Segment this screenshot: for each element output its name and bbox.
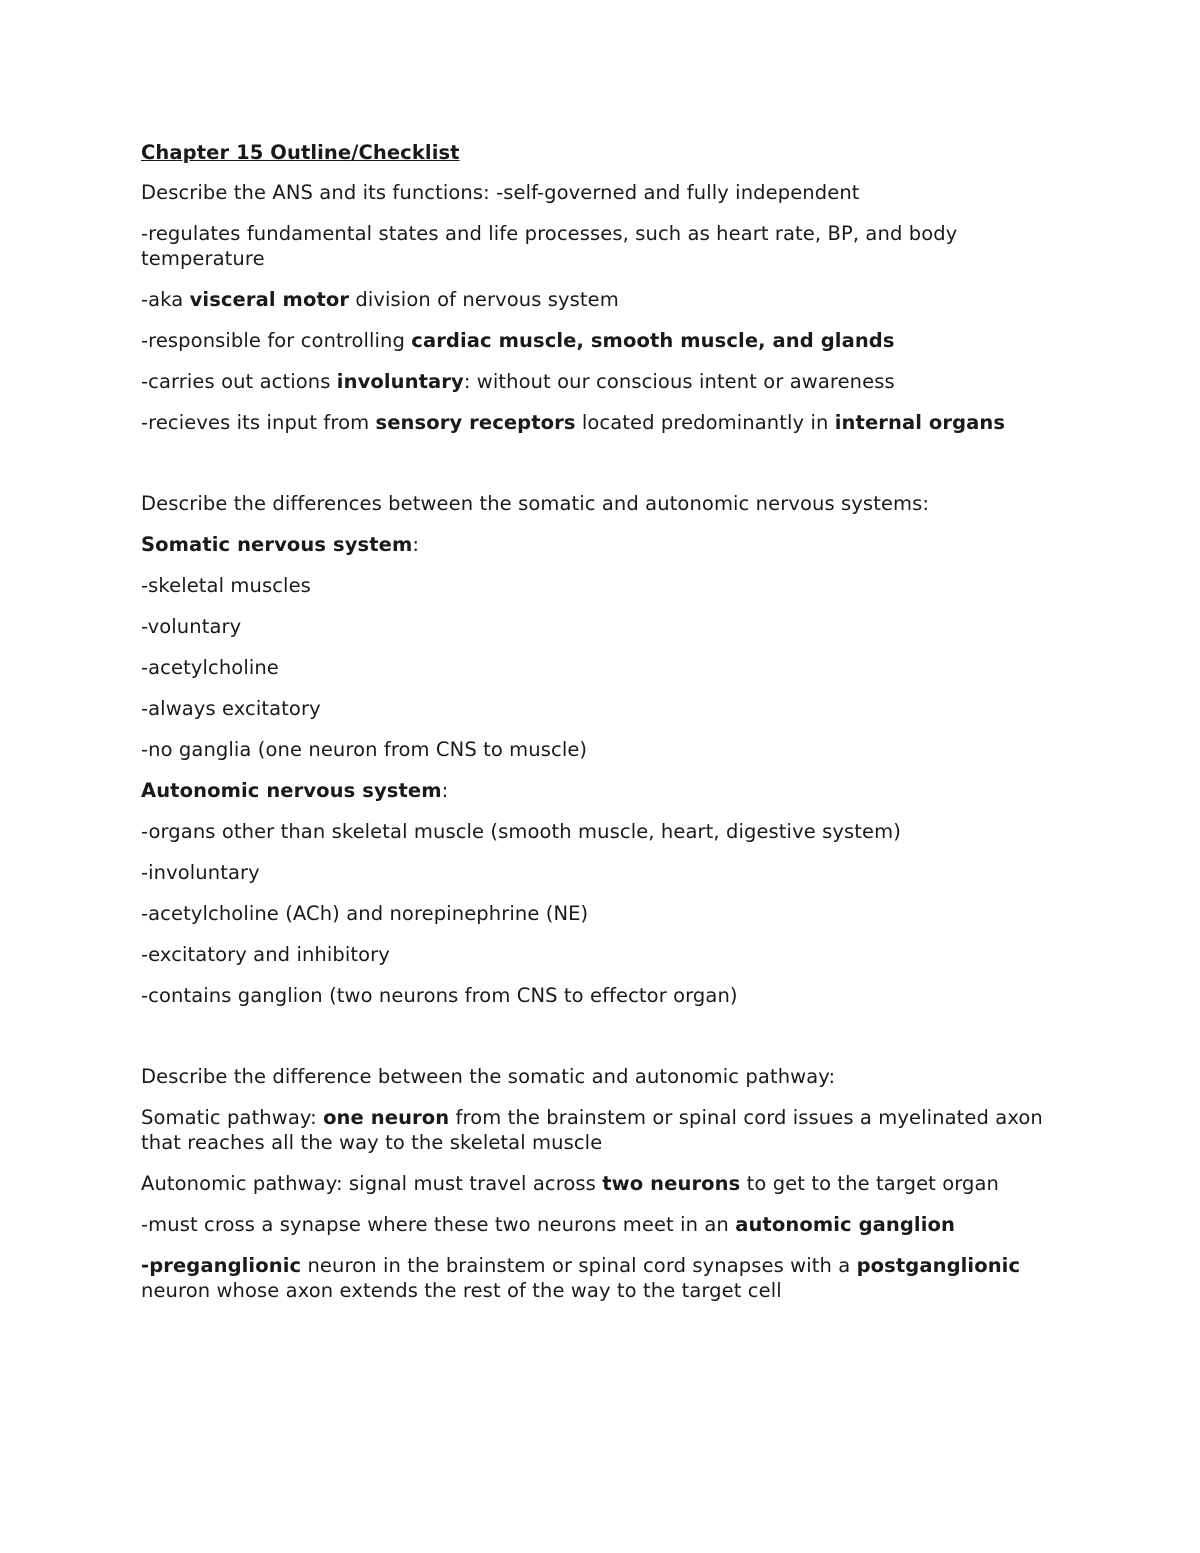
document-page [141, 140, 1061, 1319]
somatic-item: -always excitatory [141, 697, 321, 720]
preganglionic-item: -preganglionic neuron in the brainstem or spinal cord synapses with a postganglionic neuron whose axon extends the rest of the way to the target cell [141, 1254, 1021, 1302]
autonomic-item: -contains ganglion (two neurons from CNS to effector organ) [141, 984, 738, 1007]
ans-item-aka: -aka visceral motor division of nervous system [141, 288, 619, 311]
somatic-heading: Somatic nervous system: [141, 533, 420, 556]
autonomic-heading: Autonomic nervous system: [141, 779, 449, 802]
ans-item-involuntary: -carries out actions involuntary: without our conscious intent or awareness [141, 370, 895, 393]
page-title: Chapter 15 Outline/Checklist [141, 141, 460, 164]
autonomic-pathway: Autonomic pathway: signal must travel across two neurons to get to the target organ [141, 1172, 1000, 1195]
section-spacer [141, 1024, 1061, 1064]
ans-intro: Describe the ANS and its functions: -self-governed and fully independent [141, 181, 860, 204]
section-spacer [141, 451, 1061, 491]
somatic-item: -voluntary [141, 615, 242, 638]
autonomic-item: -excitatory and inhibitory [141, 943, 390, 966]
synapse-item: -must cross a synapse where these two neurons meet in an autonomic ganglion [141, 1213, 955, 1236]
somatic-item: -skeletal muscles [141, 574, 311, 597]
pathway-intro: Describe the difference between the somatic and autonomic pathway: [141, 1065, 836, 1088]
ans-item-input: -recieves its input from sensory receptors located predominantly in internal organs [141, 411, 1006, 434]
differences-intro: Describe the differences between the somatic and autonomic nervous systems: [141, 492, 930, 515]
ans-item-regulates: -regulates fundamental states and life processes, such as heart rate, BP, and body temperature [141, 222, 958, 270]
autonomic-item: -organs other than skeletal muscle (smooth muscle, heart, digestive system) [141, 820, 901, 843]
autonomic-item: -involuntary [141, 861, 260, 884]
autonomic-item: -acetylcholine (ACh) and norepinephrine (NE) [141, 902, 589, 925]
somatic-item: -acetylcholine [141, 656, 279, 679]
somatic-item: -no ganglia (one neuron from CNS to muscle) [141, 738, 588, 761]
ans-item-responsible: -responsible for controlling cardiac muscle, smooth muscle, and glands [141, 329, 895, 352]
somatic-pathway: Somatic pathway: one neuron from the brainstem or spinal cord issues a myelinated axon that reaches all the way to the skeletal muscle [141, 1106, 1043, 1154]
